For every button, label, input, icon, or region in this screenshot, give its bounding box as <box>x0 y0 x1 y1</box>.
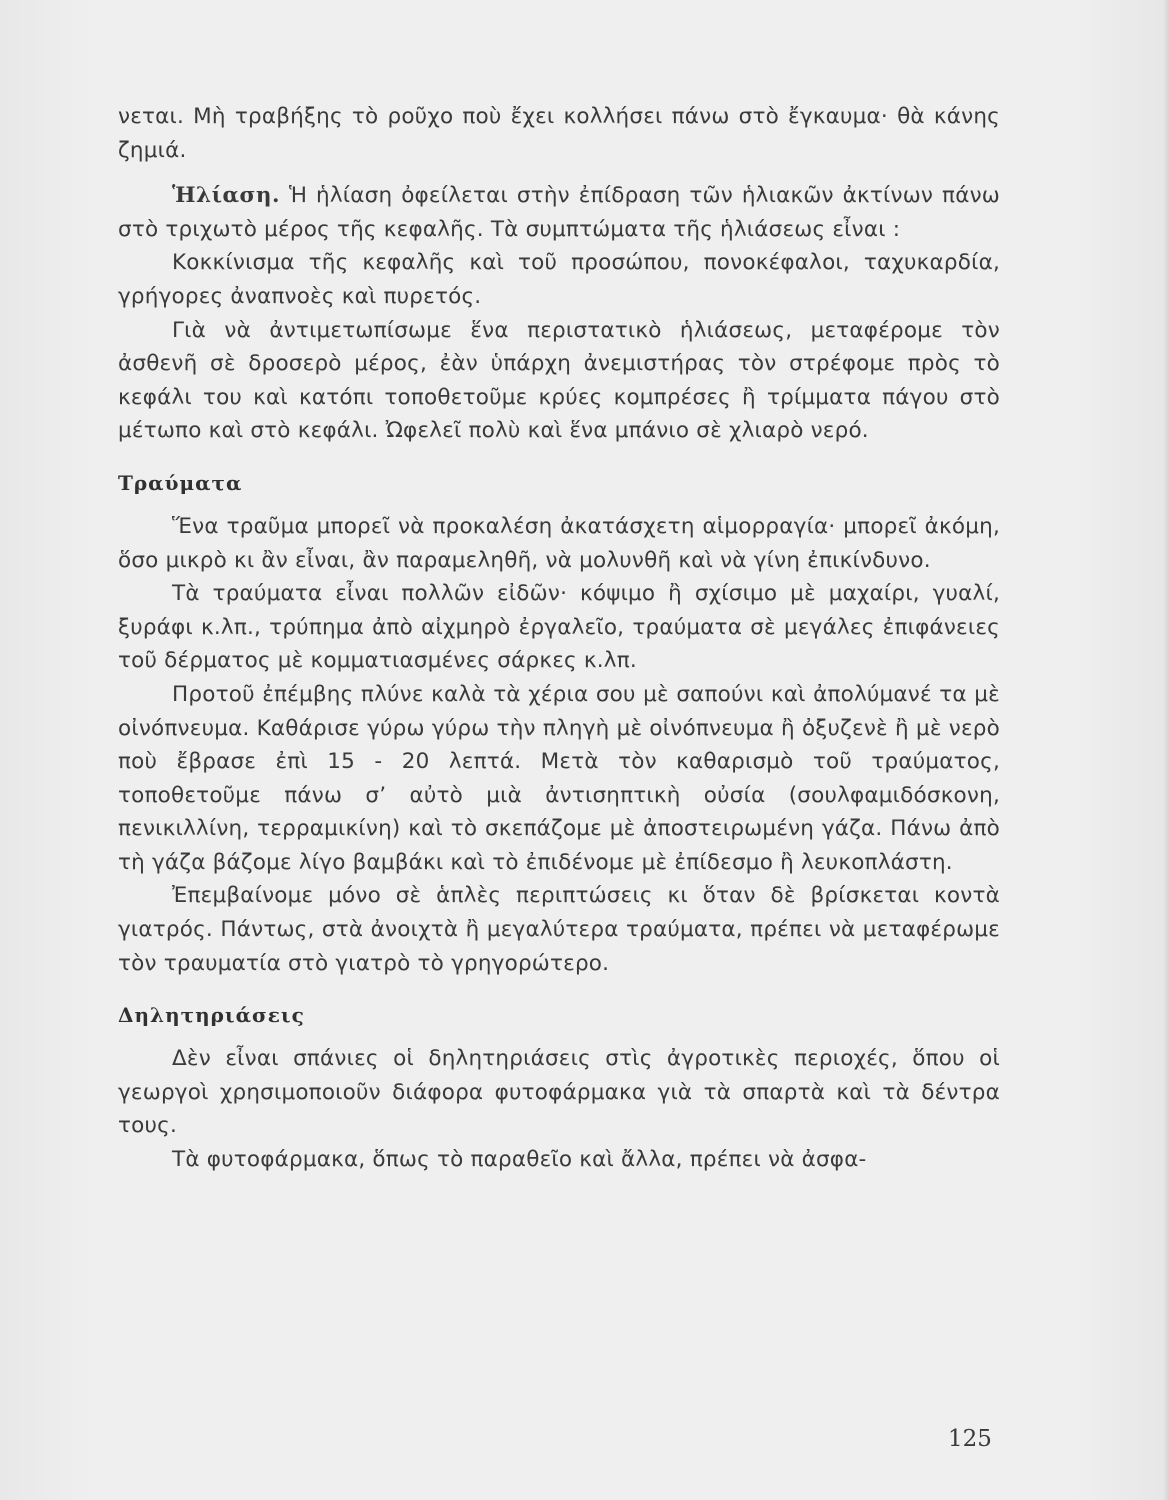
section-heading-poisoning: Δηλητηριάσεις <box>118 1003 305 1028</box>
paragraph-sunstroke-treatment: Γιὰ νὰ ἀντιμετωπίσωμε ἕνα περιστατικὸ ἡλιάσεως, μεταφέρομε τὸν ἀσθενῆ σὲ δροσερὸ μέρος, ἐὰν ὑπάρχη ἀνεμιστήρας τὸν στρέφομε πρὸς τὸ κεφάλι του καὶ κατόπι τοποθετοῦμε κρύες κομπρέσες ἢ τρίμματα πάγου στὸ μέτωπο καὶ στὸ κεφάλι. Ὠφελεῖ πολὺ καὶ ἕνα μπάνιο σὲ χλιαρὸ νερό. <box>118 317 1000 444</box>
paragraph-poisoning-intro: Δὲν εἶναι σπάνιες οἱ δηλητηριάσεις στὶς ἀγροτικὲς περιοχές, ὅπου οἱ γεωργοὶ χρησιμοποιοῦν διάφορα φυτοφάρμακα γιὰ τὰ σπαρτὰ καὶ τὰ δέντρα τους. <box>118 1046 1000 1139</box>
paragraph-wound-cleaning: Προτοῦ ἐπέμβης πλύνε καλὰ τὰ χέρια σου μὲ σαπούνι καὶ ἀπολύμανέ τα μὲ οἰνόπνευμα. Καθάρισε γύρω γύρω τὴν πληγὴ μὲ οἰνόπνευμα ἢ ὀξυζενὲ ἢ μὲ νερὸ ποὺ ἔβρασε ἐπὶ 15 - 20 λεπτά. Μετὰ τὸν καθαρισμὸ τοῦ τραύματος, τοποθετοῦμε πάνω σ’ αὐτὸ μιὰ ἀντισηπτικὴ οὐσία (σουλφαμιδόσκονη, πενικιλλίνη, τερραμικίνη) καὶ τὸ σκεπάζομε μὲ ἀποστειρωμένη γάζα. Πάνω ἀπὸ τὴ γάζα βάζομε λίγο βαμβάκι καὶ τὸ ἐπιδένομε μὲ ἐπίδεσμο ἢ λευκοπλάστη. <box>118 681 1000 875</box>
page-number: 125 <box>948 1426 992 1452</box>
paragraph-burn-continuation: νεται. Μὴ τραβήξης τὸ ροῦχο ποὺ ἔχει κολλήσει πάνω στὸ ἔγκαυμα· θὰ κάνης ζημιά. <box>118 104 1000 163</box>
paragraph-pesticides: Τὰ φυτοφάρμακα, ὅπως τὸ παραθεῖο καὶ ἄλλα, πρέπει νὰ ἀσφα- <box>172 1147 867 1173</box>
paragraph-sunstroke-symptoms: Κοκκίνισμα τῆς κεφαλῆς καὶ τοῦ προσώπου, πονοκέφαλοι, ταχυκαρδία, γρήγορες ἀναπνοὲς καὶ πυρετός. <box>118 250 1000 309</box>
paragraph-wounds-intro: Ἕνα τραῦμα μπορεῖ νὰ προκαλέση ἀκατάσχετη αἱμορραγία· μπορεῖ ἀκόμη, ὅσο μικρὸ κι ἂν εἶναι, ἂν παραμεληθῆ, νὰ μολυνθῆ καὶ νὰ γίνη ἐπικίνδυνο. <box>118 513 1000 573</box>
run-in-heading-sunstroke: Ἡλίαση. <box>172 183 281 209</box>
section-heading-wounds: Τραύματα <box>118 470 243 495</box>
paragraph-wound-types: Τὰ τραύματα εἶναι πολλῶν εἰδῶν· κόψιμο ἢ σχίσιμο μὲ μαχαίρι, γυαλί, ξυράφι κ.λπ., τρύπημα ἀπὸ αἰχμηρὸ ἐργαλεῖο, τραύματα σὲ μεγάλες ἐπιφάνειες τοῦ δέρματος μὲ κομματιασμένες σάρκες κ.λπ. <box>118 581 1000 674</box>
paragraph-wound-doctor: Ἐπεμβαίνομε μόνο σὲ ἁπλὲς περιπτώσεις κι ὅταν δὲ βρίσκεται κοντὰ γιατρός. Πάντως, στὰ ἀνοιχτὰ ἢ μεγαλύτερα τραύματα, πρέπει νὰ μεταφέρωμε τὸν τραυματία στὸ γιατρὸ τὸ γρηγορώτερο. <box>118 883 1000 976</box>
page-edge-shadow <box>1163 0 1169 1500</box>
paragraph-sunstroke-definition <box>118 179 1000 246</box>
page-text <box>118 100 1000 1177</box>
sunstroke-definition-text: Ἡ ἡλίαση ὀφείλεται στὴν ἐπίδραση τῶν ἡλιακῶν ἀκτίνων πάνω στὸ τριχωτὸ μέρος τῆς κεφαλῆς. Τὰ συμπτώματα τῆς ἡλιάσεως εἶναι : <box>118 183 1000 242</box>
